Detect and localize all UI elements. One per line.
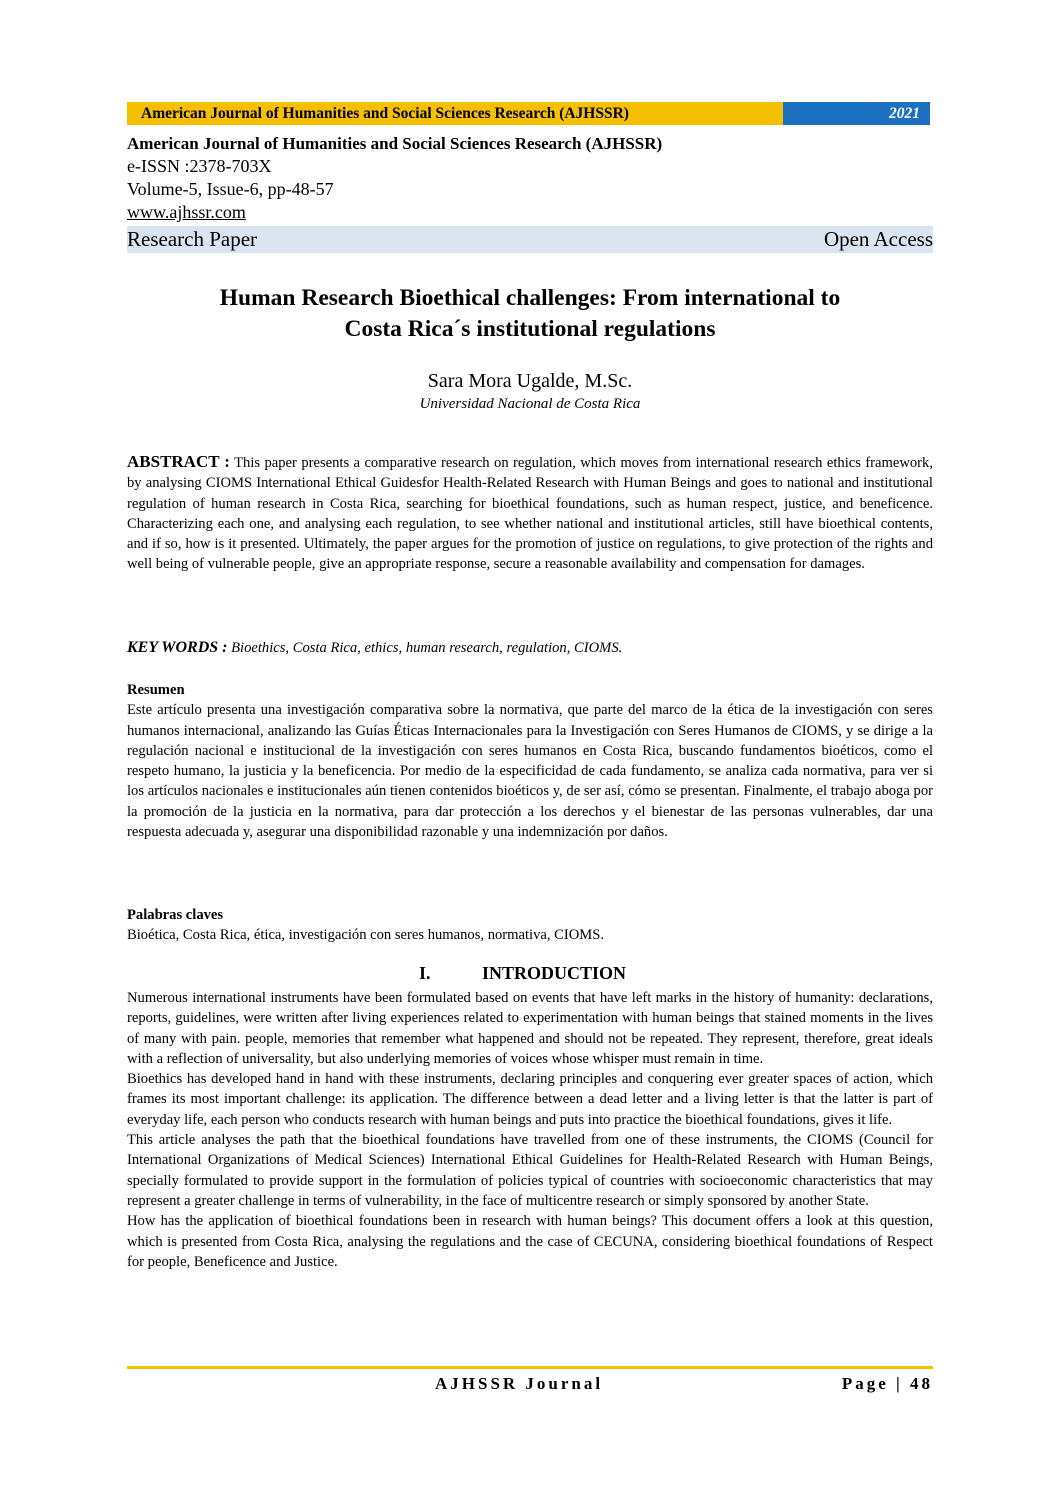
intro-paragraph: Numerous international instruments have been formulated based on events that have left marks in the history of humanity: declarations, reports, guidelines, were written after living experiences related to experimentation with human beings that stained moments in the lives of many with pain. people, memories that remember what happened and should not be repeated. They represent, therefore, great ideals with a reflection of universality, but also underlying memories of voices whose whisper must remain in time.: [127, 990, 933, 1067]
footer-divider: [127, 1366, 933, 1369]
section-number: I.: [419, 963, 431, 983]
paper-title: [127, 283, 933, 345]
meta-url-link[interactable]: www.ajhssr.com: [127, 202, 246, 222]
intro-paragraph: Bioethics has developed hand in hand with these instruments, declaring principles and conquering ever greater spaces of action, which frames its most important challenge: its application. The difference between a dead letter and a living letter is that the latter is part of everyday life, each person who conducts research with human beings and puts into practice the bioethical foundations, gives it life.: [127, 1071, 933, 1128]
journal-header-band: [127, 102, 930, 125]
keywords-label: KEY WORDS :: [127, 639, 228, 656]
intro-paragraph: How has the application of bioethical foundations been in research with human beings? This document offers a look at this question, which is presented from Costa Rica, analysing the regulations and the case of CECUNA, considering bioethical foundations of Respect for people, Beneficence and Justice.: [127, 1213, 933, 1270]
meta-journal-name: American Journal of Humanities and Social Sciences Research (AJHSSR): [127, 134, 663, 153]
title-line-1: Human Research Bioethical challenges: From international to: [219, 285, 841, 311]
palabras-claves-section: [127, 905, 933, 946]
introduction-body: [127, 988, 933, 1272]
abstract-text: This paper presents a comparative research on regulation, which moves from international research ethics framework, by analysing CIOMS International Ethical Guidesfor Health-Related Research with Human Beings and goes to national and institutional regulation of human research in Costa Rica, searching for bioethical foundations, such as human respect, justice, and beneficence. Characterizing each one, and analysing each regulation, to see whether national and institutional articles, still have bioethical contents, and if so, how is it presented. Ultimately, the paper argues for the promotion of justice on regulations, to give protection of the rights and well being of vulnerable people, give an appropriate response, secure a reasonable availability and compensation for damages.: [127, 455, 933, 573]
journal-meta: [127, 132, 933, 253]
resumen-heading: Resumen: [127, 682, 185, 698]
abstract: [127, 452, 933, 575]
footer-page-number: Page | 48: [841, 1374, 933, 1393]
palabras-text: Bioética, Costa Rica, ética, investigación con seres humanos, normativa, CIOMS.: [127, 927, 605, 944]
abstract-label: ABSTRACT :: [127, 452, 230, 471]
intro-paragraph: This article analyses the path that the bioethical foundations have travelled from one of these instruments, the CIOMS (Council for International Organizations of Medical Sciences) International Ethical Guidelines for Health-Related Research with Human Beings, specially formulated to provide support in the formulation of policies typical of countries with socioeconomic characteristics that may represent a greater challenge in terms of vulnerability, in the face of multicentre research or simply sponsored by another State.: [127, 1132, 933, 1209]
author-affiliation: Universidad Nacional de Costa Rica: [419, 396, 641, 412]
header-year: 2021: [783, 102, 930, 125]
keywords: [127, 638, 933, 658]
resumen-text: Este artículo presenta una investigación comparativa sobre la normativa, que parte del marco de la ética de la investigación con seres humanos internacional, analizando las Guías Éticas Internacionales para la Investigación con Seres Humanos de CIOMS, y se dirige a la regulación nacional e institucional de la investigación con seres humanos en Costa Rica, buscando fundamentos bioéticos, como el respeto humano, la justicia y la beneficencia. Por medio de la especificidad de cada fundamento, se analiza cada normativa, para ver si los artículos nacionales e institucionales aún tienen contenidos bioéticos y, de ser así, cómo se presentan. Finalmente, el trabajo aboga por la promoción de la justicia en la normativa, para dar protección a los derechos y el bienestar de las personas vulnerables, dar una respuesta adecuada y, asegurar una disponibilidad razonable y una indemnización por daños.: [127, 702, 933, 841]
keywords-text: Bioethics, Costa Rica, ethics, human research, regulation, CIOMS.: [231, 640, 623, 656]
meta-issn: e-ISSN :2378-703X: [127, 156, 272, 176]
resumen-section: [127, 680, 933, 842]
paper-type-bar: [127, 226, 933, 253]
footer-journal: AJHSSR Journal: [435, 1374, 604, 1393]
meta-volume: Volume-5, Issue-6, pp-48-57: [127, 179, 334, 199]
palabras-heading: Palabras claves: [127, 907, 224, 923]
section-title: INTRODUCTION: [482, 963, 627, 983]
open-access-label: Open Access: [823, 227, 933, 251]
author-name: Sara Mora Ugalde, M.Sc.: [427, 370, 633, 392]
title-line-2: Costa Rica´s institutional regulations: [344, 316, 716, 342]
paper-type: Research Paper: [127, 227, 258, 251]
header-journal-name: American Journal of Humanities and Social Sciences Research (AJHSSR): [127, 102, 783, 125]
